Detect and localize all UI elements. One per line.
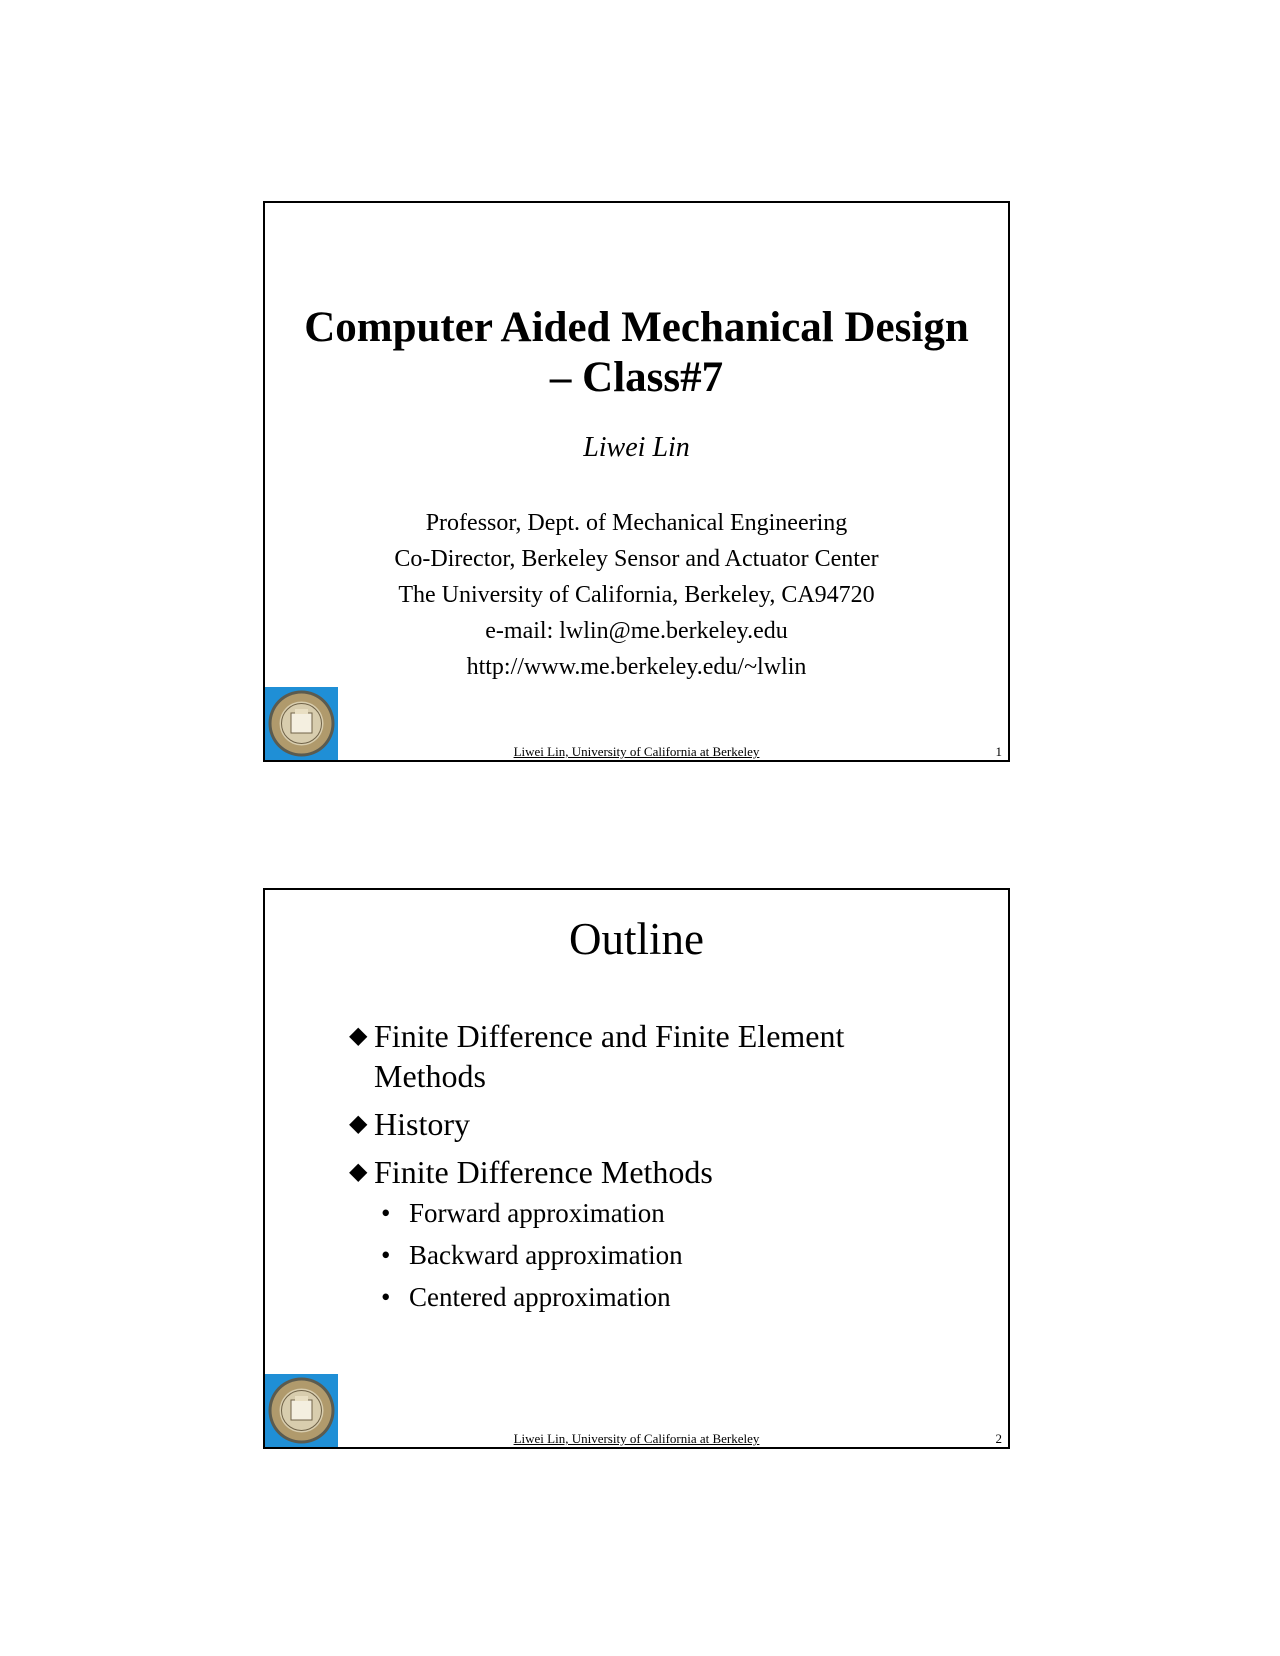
sub-list-item-text: Forward approximation	[409, 1198, 665, 1228]
list-item-text: Finite Difference Methods	[374, 1154, 713, 1190]
diamond-bullet-icon: ◆	[349, 1159, 368, 1185]
sub-list-item	[349, 1238, 909, 1272]
info-line-position: Professor, Dept. of Mechanical Engineering	[425, 510, 848, 536]
page-number: 2	[995, 1431, 1002, 1446]
list-item	[349, 1016, 909, 1096]
dot-bullet-icon: •	[381, 1282, 391, 1312]
sub-list-item-text: Centered approximation	[409, 1282, 671, 1312]
slide-title: Outline	[569, 914, 704, 964]
bullet-list	[349, 1016, 909, 1322]
slide-footer: Liwei Lin, University of California at Berkeley	[513, 744, 760, 759]
list-item-text: Finite Difference and Finite Element Methods	[374, 1018, 845, 1094]
sub-list-item	[349, 1280, 909, 1314]
list-item	[349, 1152, 909, 1192]
info-line-center: Co-Director, Berkeley Sensor and Actuator Center	[394, 546, 879, 572]
slide-footer: Liwei Lin, University of California at Berkeley	[513, 1431, 760, 1446]
list-item	[349, 1104, 909, 1144]
slide-title	[265, 303, 1008, 403]
slide-title-line-2: – Class#7	[549, 354, 724, 401]
diamond-bullet-icon: ◆	[349, 1111, 368, 1137]
sub-list-item-text: Backward approximation	[409, 1240, 683, 1270]
dot-bullet-icon: •	[381, 1240, 391, 1270]
page-number: 1	[995, 744, 1002, 759]
sub-list-item	[349, 1196, 909, 1230]
dot-bullet-icon: •	[381, 1198, 391, 1228]
info-line-address: The University of California, Berkeley, CA94720	[398, 582, 875, 608]
info-line-email: e-mail: lwlin@me.berkeley.edu	[485, 618, 788, 644]
author-info	[265, 505, 1008, 685]
slide-1	[263, 201, 1010, 762]
list-item-text: History	[374, 1106, 470, 1142]
slide-2	[263, 888, 1010, 1449]
slide-title-line-1: Computer Aided Mechanical Design	[304, 304, 969, 351]
author-name: Liwei Lin	[583, 432, 690, 463]
info-line-url: http://www.me.berkeley.edu/~lwlin	[466, 654, 807, 680]
diamond-bullet-icon: ◆	[349, 1023, 368, 1049]
